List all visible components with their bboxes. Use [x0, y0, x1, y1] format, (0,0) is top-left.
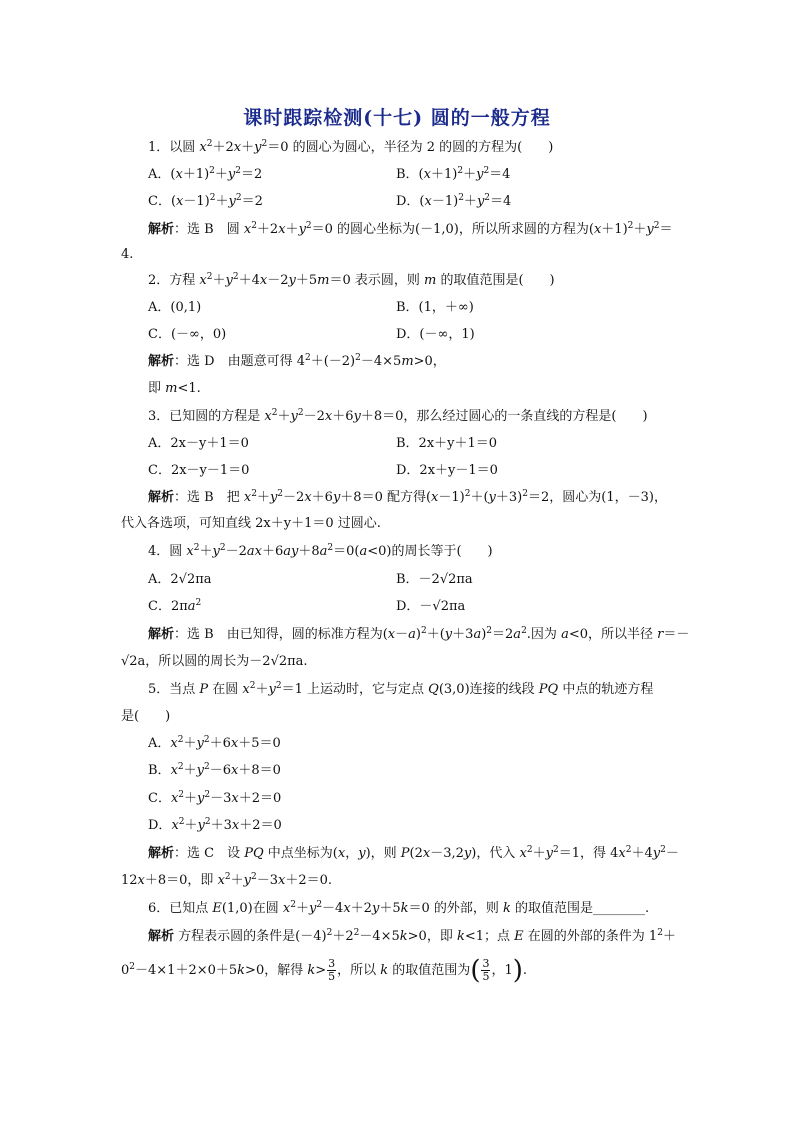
question-4-solution-line-2: √2a，所以圆的周长为－2√2πa.: [121, 654, 308, 669]
question-5-option-a: A．$x^2+y^2+6x+5=0$: [148, 735, 281, 751]
question-5-stem-line-1: 5．当点 P 在圆 $x^2+y^2=1$ 上运动时，它与定点 Q(3,0)连接的线段 PQ 中点的轨迹方程: [148, 681, 654, 697]
question-2-solution-line-2: 即 m<1.: [148, 381, 201, 396]
question-3-stem: 3．已知圆的方程是 $x^2+y^2-2x+6y+8=0$，那么经过圆心的一条直线的方程是( ): [148, 408, 648, 424]
question-4-stem: 4．圆 $x^2+y^2-2ax+6ay+8a^2=0(a<0)$的周长等于( ): [148, 543, 493, 559]
question-1-option-b: B．$(x+1)^2+y^2=4$: [396, 166, 511, 182]
question-3-option-a: A．2x－y＋1＝0: [148, 436, 249, 451]
question-5-option-b: B．$x^2+y^2-6x+8=0$: [148, 762, 281, 778]
question-4-option-c: C．$2\pi a^2$: [148, 598, 202, 614]
question-4-option-a: A．2√2πa: [148, 572, 212, 587]
question-4-option-d: D．－√2πa: [396, 599, 466, 614]
question-1-solution-line-2: 4.: [121, 247, 134, 262]
question-1-option-d: D．$(x-1)^2+y^2=4$: [396, 193, 512, 209]
question-2-option-b: B．(1，＋∞): [396, 300, 474, 315]
question-3-option-c: C．2x－y－1＝0: [148, 463, 250, 478]
question-5-option-d: D．$x^2+y^2+3x+2=0$: [148, 817, 282, 833]
question-2-option-c: C．(－∞，0): [148, 327, 227, 342]
question-2-option-d: D．(－∞，1): [396, 327, 475, 342]
question-1-solution-line-1: 解析：选 B 圆 $x^2+2x+y^2=0$ 的圆心坐标为(－1,0)，所以所求圆的方程为$(x+1)^2+y^2=$: [148, 221, 673, 237]
question-5-stem-line-2: 是( ): [121, 709, 171, 724]
question-6-solution-line-1: 解析 方程表示圆的条件是$(-4)^2+2^2-4\times 5k>0$，即 k<1；点 E 在圆的外部的条件为 $1^2+$: [148, 928, 676, 944]
question-3-option-b: B．2x＋y＋1＝0: [396, 436, 498, 451]
question-5-solution-line-1: 解析：选 C 设 PQ 中点坐标为(x，y)，则 P(2x－3,2y)，代入 $x^2+y^2=1$，得 $4x^2+4y^2-$: [148, 845, 679, 861]
question-2-option-a: A．(0,1): [148, 300, 202, 315]
question-1-option-c: C．$(x-1)^2+y^2=2$: [148, 193, 263, 209]
question-4-solution-line-1: 解析：选 B 由已知得，圆的标准方程为$(x-a)^2+(y+3a)^2=2a^2$.因为 a<0，所以半径 r＝－: [148, 626, 690, 642]
question-4-option-b: B．－2√2πa: [396, 572, 473, 587]
question-3-solution-line-2: 代入各选项，可知直线 2x＋y＋1＝0 过圆心.: [121, 516, 381, 531]
question-3-option-d: D．2x＋y－1＝0: [396, 463, 498, 478]
question-1-stem: 1．以圆 $x^2+2x+y^2=0$ 的圆心为圆心，半径为 2 的圆的方程为( ): [148, 139, 554, 155]
question-2-stem: 2．方程 $x^2+y^2+4x-2y+5m=0$ 表示圆，则 m 的取值范围是( ): [148, 272, 555, 288]
question-3-solution-line-1: 解析：选 B 把 $x^2+y^2-2x+6y+8=0$ 配方得$(x-1)^2+(y+3)^2=2$，圆心为(1，－3)，: [148, 489, 667, 505]
question-5-solution-line-2: 12x＋8＝0，即 $x^2+y^2-3x+2=0$.: [121, 872, 333, 888]
question-6-stem: 6．已知点 E(1,0)在圆 $x^2+y^2-4x+2y+5k=0$ 的外部，则 k 的取值范围是________.: [148, 900, 650, 916]
question-2-solution-line-1: 解析：选 D 由题意可得 $4^2+(-2)^2-4\times 5m>0$，: [148, 353, 446, 369]
question-5-option-c: C．$x^2+y^2-3x+2=0$: [148, 790, 282, 806]
question-6-solution-line-2: $0^2-4\times 1+2\times 0+5k>0$，解得 k> $\frac{3}{5}$ ，所以 k 的取值范围为( $\frac{3}{5}$ ，1).: [121, 955, 528, 986]
page-title: 课时跟踪检测(十七) 圆的一般方程: [243, 107, 551, 129]
question-1-option-a: A．$(x+1)^2+y^2=2$: [148, 166, 263, 182]
